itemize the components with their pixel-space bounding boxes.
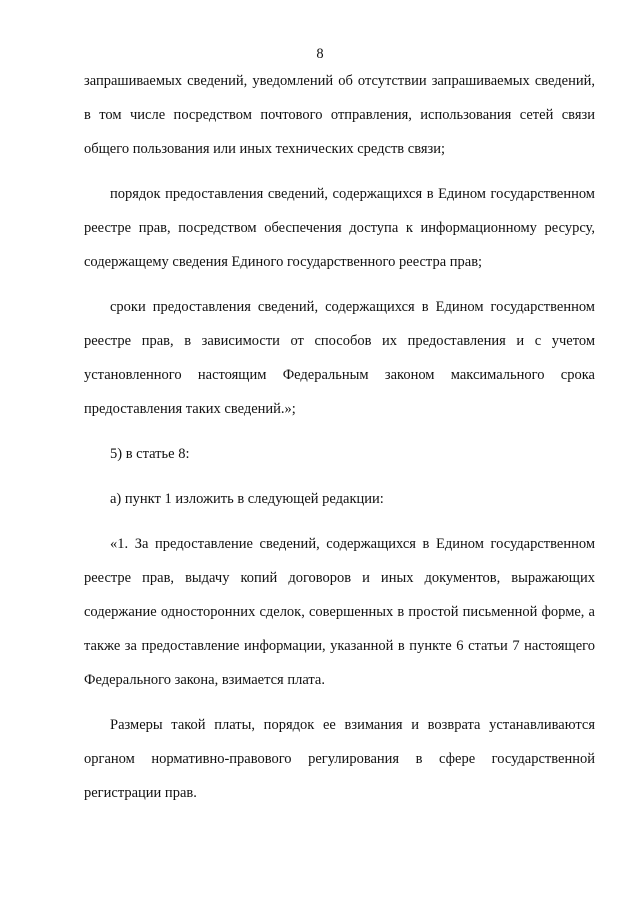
paragraph-item-5: 5) в статье 8: (110, 446, 190, 462)
paragraph-fee-amounts: Размеры такой платы, порядок ее взимания и возврата устанавливаются органом нормативно-правового регулирования в сфере государственной регистрации прав. (84, 717, 595, 801)
paragraph-deadlines: сроки предоставления сведений, содержащихся в Едином государственном реестре прав, в зависимости от способов их предоставления и с учетом установленного настоящим Федеральным законом максимального срока предоставления таких сведений.»; (84, 299, 595, 417)
page-number: 8 (316, 46, 324, 62)
document-body (84, 64, 595, 821)
paragraph-clause-1: «1. За предоставление сведений, содержащихся в Едином государственном реестре прав, выдачу копий договоров и иных документов, выражающих содержание односторонних сделок, совершенных в простой письменной форме, а также за предоставление информации, указанной в пункте 6 статьи 7 настоящего Федерального закона, взимается плата. (84, 536, 595, 688)
paragraph-subitem-a: а) пункт 1 изложить в следующей редакции: (110, 491, 384, 507)
paragraph-access-procedure: порядок предоставления сведений, содержащихся в Едином государственном реестре прав, посредством обеспечения доступа к информационному ресурсу, содержащему сведения Единого государственного реестра прав; (84, 186, 595, 270)
paragraph-continuation: запрашиваемых сведений, уведомлений об отсутствии запрашиваемых сведений, в том числе посредством почтового отправления, использования сетей связи общего пользования или иных технических средств связи; (84, 73, 595, 157)
